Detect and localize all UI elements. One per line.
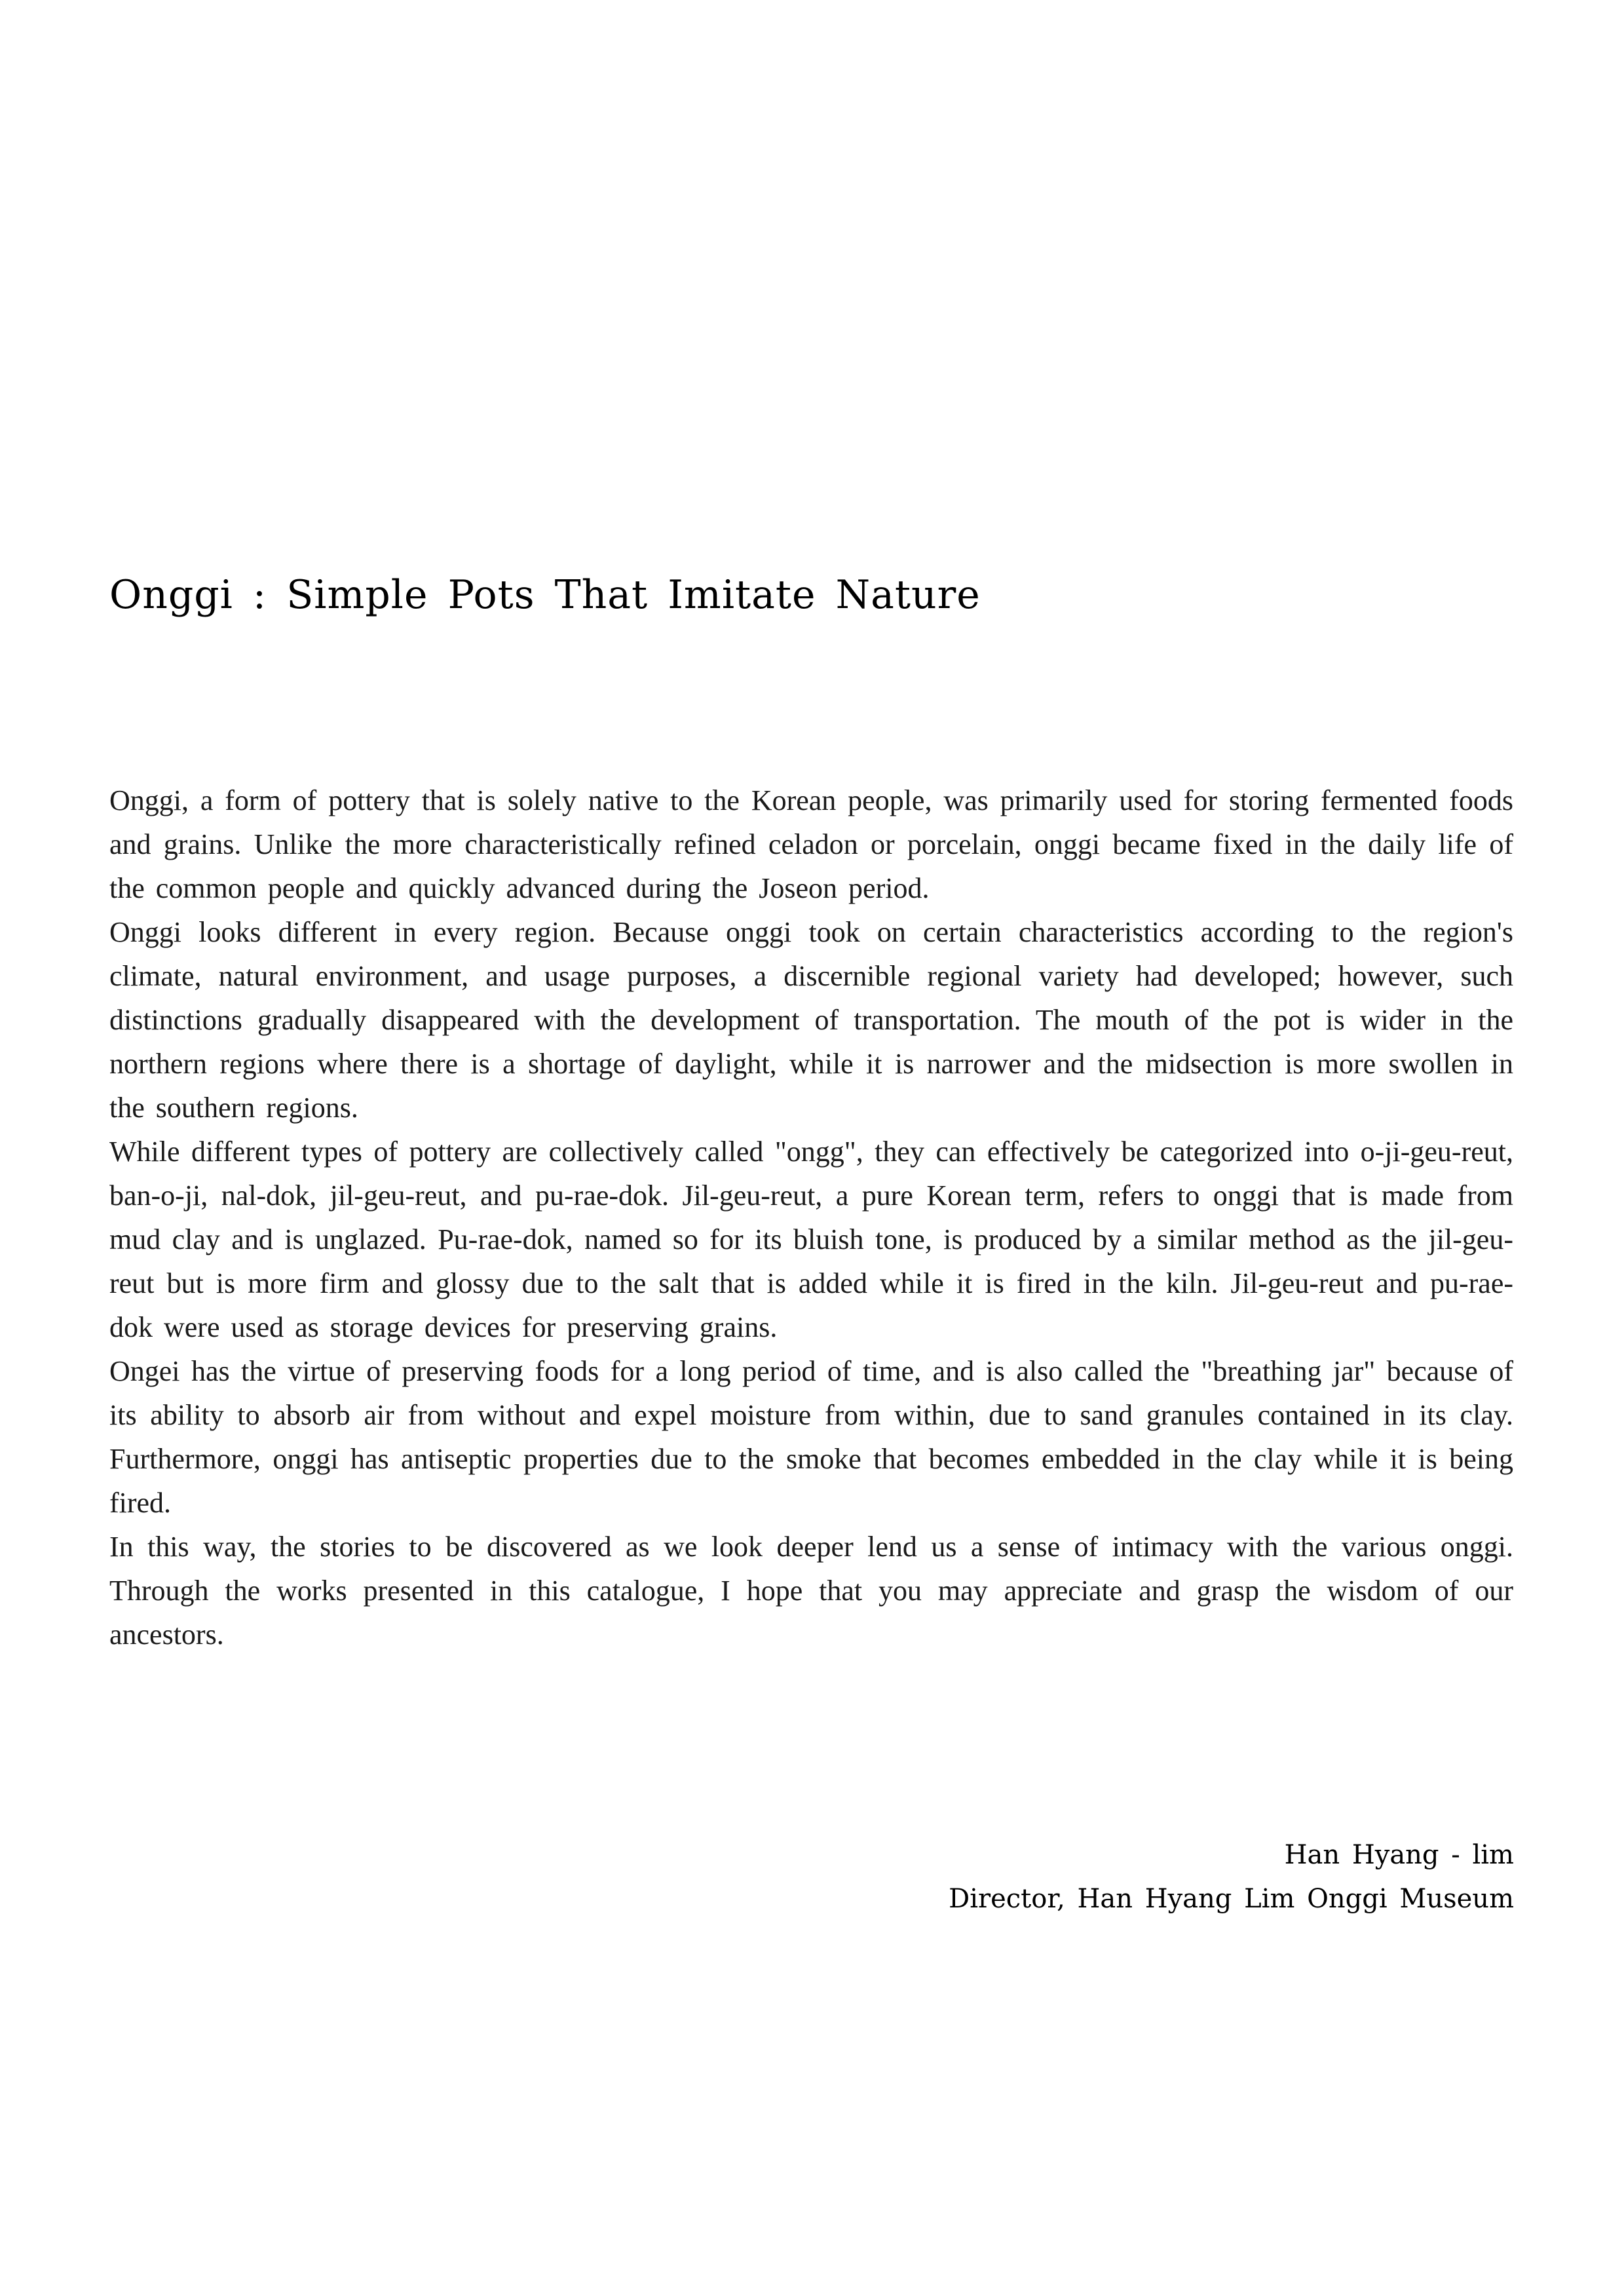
paragraph-3: While different types of pottery are collectively called "ongg", they can effectively be categorized into o-ji-geu-reut, ban-o-ji, nal-dok, jil-geu-reut, and pu-rae-dok. Jil-geu-reut, a pure Korean term, refers to onggi that is made from mud clay and is unglazed. Pu-rae-dok, named so for its bluish tone, is produced by a similar method as the jil-geu-reut but is more firm and glossy due to the salt that is added while it is fired in the kiln. Jil-geu-reut and pu-rae-dok were used as storage devices for preserving grains. xyxy=(109,1136,1513,1343)
document-title: Onggi : Simple Pots That Imitate Nature xyxy=(109,572,981,618)
paragraph-4: Ongei has the virtue of preserving foods for a long period of time, and is also called the "breathing jar" because of its ability to absorb air from without and expel moisture from within, due to sand granules contained in its clay. Furthermore, onggi has antiseptic properties due to the smoke that becomes embedded in the clay while it is being fired. xyxy=(109,1355,1513,1519)
signature-block xyxy=(949,1833,1514,1921)
signature-name: Han Hyang - lim xyxy=(1284,1840,1514,1870)
document-body xyxy=(109,778,1513,1656)
paragraph-5: In this way, the stories to be discovered as we look deeper lend us a sense of intimacy with the various onggi. Through the works presented in this catalogue, I hope that you may appreciate and grasp the wisdom of our ancestors. xyxy=(109,1531,1513,1651)
paragraph-1: Onggi, a form of pottery that is solely native to the Korean people, was primarily used for storing fermented foods and grains. Unlike the more characteristically refined celadon or porcelain, onggi became fixed in the daily life of the common people and quickly advanced during the Joseon period. xyxy=(109,784,1513,904)
signature-role: Director, Han Hyang Lim Onggi Museum xyxy=(949,1884,1514,1914)
paragraph-2: Onggi looks different in every region. Because onggi took on certain characteristics according to the region's climate, natural environment, and usage purposes, a discernible regional variety had developed; however, such distinctions gradually disappeared with the development of transportation. The mouth of the pot is wider in the northern regions where there is a shortage of daylight, while it is narrower and the midsection is more swollen in the southern regions. xyxy=(109,916,1513,1124)
